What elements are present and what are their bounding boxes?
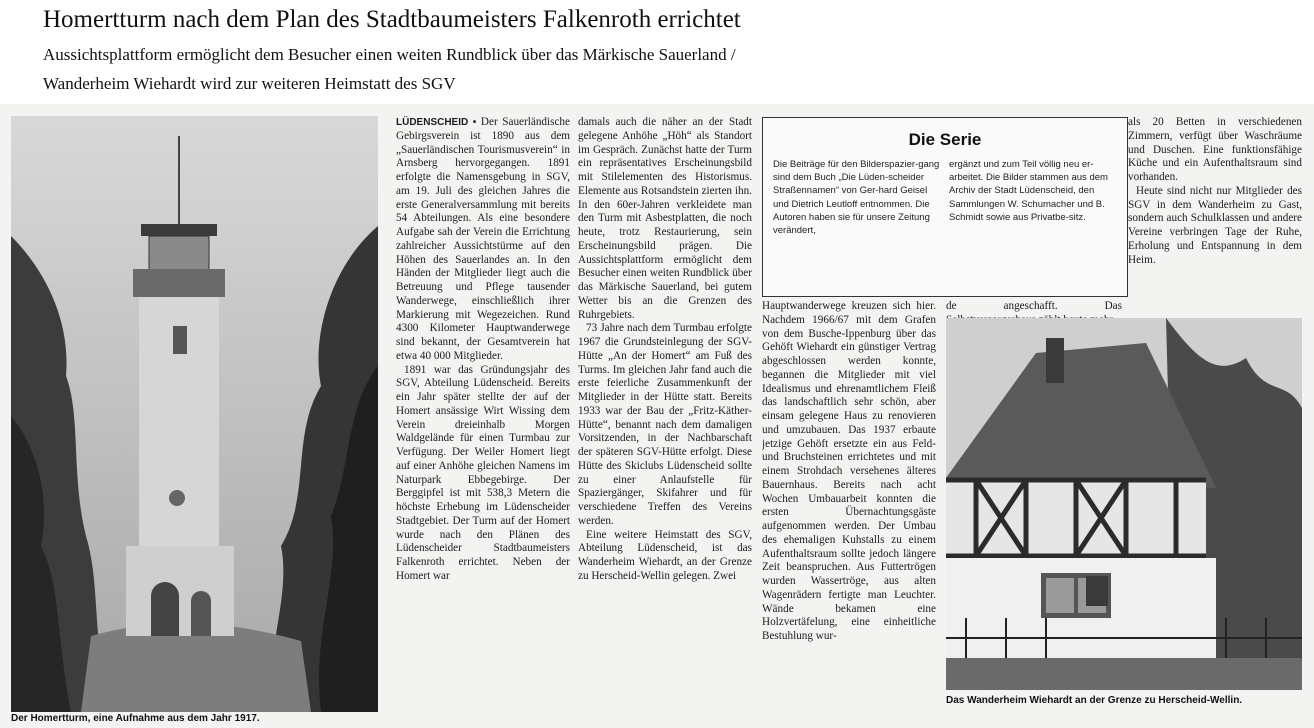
- paragraph: 1891 war das Gründungsjahr des SGV, Abteilung Lüdenscheid. Bereits ein Jahr später stellte der auf der Homert ansässige Wirt Wissing dem Verein dreieinhalb Morgen Waldgelände für einen Turmbau zur Verfügung. Der Weiler Homert liegt auf einer Anhöhe gleichen Namens im Naturpark Ebbegebirge. Der Berggipfel ist mit 538,3 Metern die höchste Erhebung im Lüdenscheider Stadtgebiet. Der Turm auf der Homert wurde nach den Plänen des Lüdenscheider Stadtbaumeisters Falkenroth errichtet. Neben der Homert war: [396, 363, 570, 582]
- headline: Homertturm nach dem Plan des Stadtbaumeisters Falkenroth errichtet: [43, 6, 741, 33]
- article-header: [0, 0, 1314, 104]
- series-box-title: Die Serie: [908, 130, 982, 149]
- paragraph: als 20 Betten in verschiedenen Zimmern, verfügt über Waschräume und Duschen. Eine funktionsfähige Küche und ein Aufenthaltsraum sind vorhanden.: [1128, 116, 1302, 183]
- paragraph: de angeschafft. Das: [946, 300, 1122, 312]
- paragraph: Heute sind nicht nur Mitglieder des SGV in dem Wanderheim zu Gast, sondern auch Schulklassen und andere Vereine verbringen Tage der Ruhe, Erholung und Entspannung in dem Heim.: [1128, 184, 1302, 266]
- article-column-2: [578, 116, 752, 714]
- subheadline-1: Aussichtsplattform ermöglicht dem Besucher einen weiten Rundblick über das Märkische Sauerland /: [43, 45, 736, 64]
- subheadline-2: Wanderheim Wiehardt wird zur weiteren Heimstatt des SGV: [43, 74, 456, 93]
- house-photo: [946, 318, 1302, 690]
- tower-photo: [11, 116, 378, 712]
- dateline: LÜDENSCHEID •: [396, 117, 477, 128]
- house-illustration: [946, 318, 1302, 690]
- paragraph: Hauptwanderwege kreuzen sich hier. Nachdem 1966/67 mit dem Grafen von dem Busche-Ippenburg über das Gehöft Wiehardt ein günstiger Vertrag abgeschlossen werden konnte, begannen die Mitglieder mit viel Idealismus und ehrenamtlichem Fleiß das landschaftlich sehr schön, aber einsam gelegene Haus zu renovieren und umzubauen. Das 1937 erbaute jetzige Gehöft ersetzte ein aus Feld- und Bruchsteinen errichtetes und mit einem Strohdach versehenes älteres Bauernhaus. Bereits nach acht Wochen Umbauarbeit konnten die ersten Übernachtungsgäste aufgenommen werden. Der Umbau des ehemaligen Kuhstalls zu einem Aufenthaltsraum sollte jedoch längere Zeit beanspruchen. Aus Futtertrögen wurden Wassertröge, aus alten Wagenrädern fertigte man Leuchter. Wände bekamen eine Holzvertäfelung, eine einheitliche Bestuhlung wur-: [762, 300, 936, 642]
- article-column-5: [1128, 116, 1302, 316]
- paragraph: Der Sauerländische Gebirgsverein ist 1890 aus dem „Sauerländischen Tourismusverein“ in Arnsberg hervorgegangen. 1891 erfolgte die Namensgebung in SGV, am 19. Juli des gleichen Jahres die erste Generalversammlung mit bereits 54 Abteilungen. Als eine besondere Aufgabe sah der Verein die Errichtung zahlreicher Aussichtstürme auf den Höhen des Sauerlandes an. In den Händen der Mitglieder liegt auch die Betreuung und Pflege tausender Wanderwege, einschließlich ihrer Markierung mit Wegezeichen. Rund 4300 Kilometer Hauptwanderwege sind bekannt, der Gesamtverein hat etwa 40 000 Mitglieder.: [396, 116, 570, 362]
- house-photo-caption: Das Wanderheim Wiehardt an der Grenze zu Herscheid-Wellin.: [946, 695, 1243, 706]
- tower-illustration: [11, 116, 378, 712]
- paragraph: Eine weitere Heimstatt des SGV, Abteilung Lüdenscheid, ist das Wanderheim Wiehardt, an der Grenze zu Herscheid-Wellin gelegen. Zwei: [578, 528, 752, 582]
- series-info-box: [762, 117, 1128, 297]
- article-column-1: [396, 116, 570, 714]
- tower-photo-caption: Der Homertturm, eine Aufnahme aus dem Jahr 1917.: [11, 713, 260, 724]
- paragraph: 73 Jahre nach dem Turmbau erfolgte 1967 die Grundsteinlegung der SGV-Hütte „An der Homert“ am Fuß des Turms. Im gleichen Jahr fand auch die erste feierliche Zusammenkunft der Mitglieder in der Hütte statt. Bereits 1933 war der Bau der „Fritz-Käther-Hütte“, benannt nach dem damaligen Vorsitzenden, in der Nachbarschaft der späteren SGV-Hütte erfolgt. Diese Hütte des Skiclubs Lüdenscheid sollte zu einer Anlaufstelle für Spaziergänger, Skifahrer und für verschiedene Treffen des Vereins werden.: [578, 322, 752, 527]
- paragraph: damals auch die näher an der Stadt gelegene Anhöhe „Höh“ als Standort im Gespräch. Zunächst hatte der Turm ein repräsentatives Erscheinungsbild mit Stilelementen des Historismus. Elemente aus Rotsandstein zierten ihn. In den 60er-Jahren verkleidete man den Turm mit Asbestplatten, die noch heute, trotz Restaurierung, sein Erscheinungsbild prägen. Die Aussichtsplattform ermöglicht dem Besucher einen weiten Rundblick über das Märkische Sauerland, bei gutem Wetter bis an die Grenzen des Ruhrgebiets.: [578, 116, 752, 321]
- series-box-text-left: Die Beiträge für den Bilderspazier-gang sind dem Buch „Die Lüden-scheider Straßennamen“ von Ger-hard Geisel und Dietrich Leutloff entnommen. Die Autoren haben sie für unsere Zeitung verändert,: [773, 159, 940, 237]
- series-box-text-right: ergänzt und zum Teil völlig neu er-arbeitet. Die Bilder stammen aus dem Archiv der Stadt Lüdenscheid, den Sammlungen W. Schumacher und B. Schmidt sowie aus Privatbe-sitz.: [949, 159, 1108, 223]
- article-column-3: [762, 300, 936, 714]
